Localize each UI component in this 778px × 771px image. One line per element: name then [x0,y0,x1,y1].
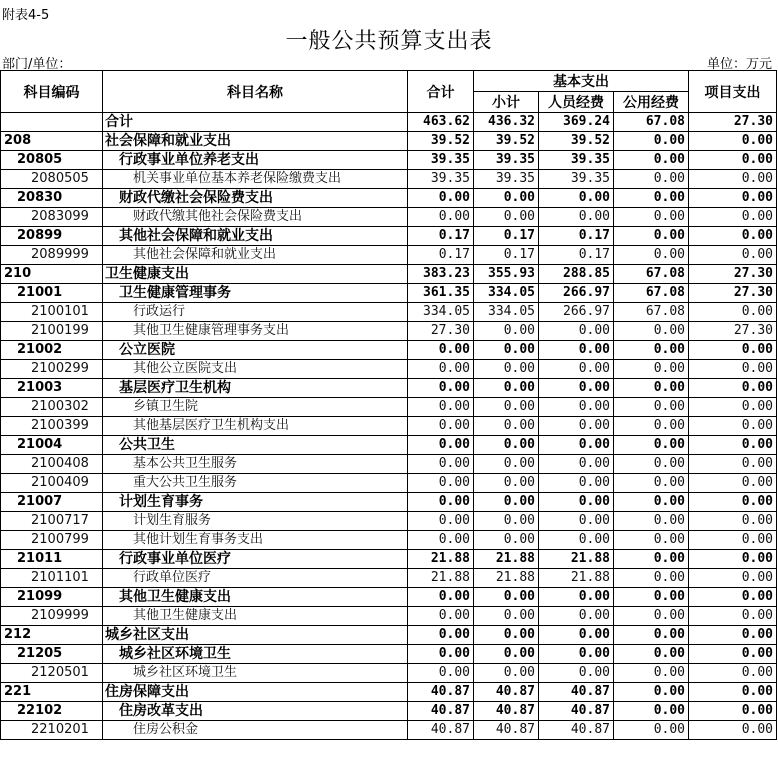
cell-personnel: 0.00 [539,626,614,645]
cell-project: 0.00 [689,132,777,151]
cell-subtotal: 0.00 [474,455,539,474]
cell-project: 0.00 [689,721,777,740]
cell-public: 0.00 [614,607,689,626]
cell-name: 社会保障和就业支出 [103,132,408,151]
cell-personnel: 0.00 [539,455,614,474]
cell-total: 0.00 [408,645,474,664]
cell-subtotal: 0.00 [474,588,539,607]
cell-name: 其他卫生健康支出 [103,607,408,626]
cell-code: 2120501 [1,664,103,683]
cell-code: 21001 [1,284,103,303]
table-body [1,113,777,740]
cell-project: 0.00 [689,683,777,702]
cell-name: 基本公共卫生服务 [103,455,408,474]
cell-total: 21.88 [408,550,474,569]
header-total: 合计 [408,71,474,113]
cell-name: 计划生育服务 [103,512,408,531]
table-row [1,303,777,322]
header-code: 科目编码 [1,71,103,113]
cell-project: 0.00 [689,512,777,531]
cell-subtotal: 39.35 [474,151,539,170]
cell-code: 20830 [1,189,103,208]
cell-public: 0.00 [614,360,689,379]
cell-total: 39.35 [408,170,474,189]
cell-name: 公立医院 [103,341,408,360]
cell-personnel: 0.00 [539,322,614,341]
cell-personnel: 39.52 [539,132,614,151]
cell-code: 2100101 [1,303,103,322]
cell-project: 0.00 [689,208,777,227]
cell-code [1,113,103,132]
table-row [1,398,777,417]
cell-name: 行政运行 [103,303,408,322]
cell-total: 0.00 [408,626,474,645]
cell-personnel: 0.17 [539,246,614,265]
cell-project: 27.30 [689,265,777,284]
cell-subtotal: 0.00 [474,322,539,341]
cell-public: 0.00 [614,189,689,208]
cell-total: 0.00 [408,398,474,417]
table-row [1,360,777,379]
table-row [1,436,777,455]
department-label: 部门/单位： [2,57,72,72]
cell-personnel: 0.00 [539,531,614,550]
cell-total: 0.00 [408,531,474,550]
cell-name: 住房改革支出 [103,702,408,721]
cell-code: 21002 [1,341,103,360]
cell-public: 0.00 [614,379,689,398]
table-row [1,379,777,398]
cell-total: 27.30 [408,322,474,341]
cell-public: 0.00 [614,170,689,189]
cell-total: 0.00 [408,588,474,607]
table-row [1,151,777,170]
cell-code: 2083099 [1,208,103,227]
cell-code: 2100199 [1,322,103,341]
cell-code: 212 [1,626,103,645]
cell-public: 67.08 [614,303,689,322]
cell-subtotal: 0.00 [474,189,539,208]
table-row [1,170,777,189]
cell-subtotal: 0.00 [474,398,539,417]
cell-code: 2100299 [1,360,103,379]
cell-code: 22102 [1,702,103,721]
cell-personnel: 0.00 [539,398,614,417]
cell-public: 0.00 [614,417,689,436]
cell-subtotal: 0.00 [474,379,539,398]
cell-subtotal: 0.00 [474,436,539,455]
table-row [1,417,777,436]
cell-personnel: 0.00 [539,417,614,436]
cell-project: 0.00 [689,455,777,474]
cell-name: 卫生健康支出 [103,265,408,284]
cell-subtotal: 334.05 [474,284,539,303]
cell-code: 2101101 [1,569,103,588]
table-row [1,569,777,588]
cell-project: 0.00 [689,436,777,455]
cell-subtotal: 0.00 [474,664,539,683]
cell-name: 合计 [103,113,408,132]
cell-public: 0.00 [614,645,689,664]
table-row [1,721,777,740]
cell-personnel: 0.00 [539,664,614,683]
cell-subtotal: 0.00 [474,607,539,626]
cell-public: 67.08 [614,265,689,284]
cell-total: 0.00 [408,436,474,455]
cell-code: 2100409 [1,474,103,493]
cell-project: 0.00 [689,493,777,512]
cell-public: 0.00 [614,569,689,588]
cell-project: 0.00 [689,626,777,645]
cell-name: 其他公立医院支出 [103,360,408,379]
cell-code: 21011 [1,550,103,569]
cell-code: 2100302 [1,398,103,417]
header-name: 科目名称 [103,71,408,113]
table-row [1,227,777,246]
cell-personnel: 21.88 [539,550,614,569]
cell-subtotal: 0.00 [474,493,539,512]
cell-name: 行政事业单位养老支出 [103,151,408,170]
attachment-label: 附表4-5 [2,8,50,23]
table-row [1,132,777,151]
cell-personnel: 0.00 [539,512,614,531]
cell-personnel: 0.00 [539,360,614,379]
cell-name: 基层医疗卫生机构 [103,379,408,398]
cell-project: 0.00 [689,607,777,626]
table-row [1,284,777,303]
table-row [1,341,777,360]
cell-total: 39.35 [408,151,474,170]
cell-public: 0.00 [614,721,689,740]
cell-subtotal: 0.00 [474,512,539,531]
cell-personnel: 21.88 [539,569,614,588]
cell-total: 39.52 [408,132,474,151]
cell-personnel: 0.00 [539,493,614,512]
cell-subtotal: 40.87 [474,702,539,721]
cell-personnel: 0.17 [539,227,614,246]
cell-project: 0.00 [689,151,777,170]
header-project: 项目支出 [689,71,777,113]
cell-personnel: 266.97 [539,284,614,303]
cell-total: 383.23 [408,265,474,284]
cell-code: 21003 [1,379,103,398]
cell-total: 0.00 [408,455,474,474]
cell-name: 其他计划生育事务支出 [103,531,408,550]
cell-public: 0.00 [614,664,689,683]
cell-project: 0.00 [689,550,777,569]
cell-code: 221 [1,683,103,702]
cell-name: 公共卫生 [103,436,408,455]
cell-subtotal: 40.87 [474,683,539,702]
cell-total: 0.00 [408,664,474,683]
cell-project: 27.30 [689,284,777,303]
cell-personnel: 0.00 [539,379,614,398]
table-row [1,208,777,227]
cell-code: 2210201 [1,721,103,740]
cell-project: 0.00 [689,531,777,550]
cell-project: 0.00 [689,379,777,398]
cell-project: 0.00 [689,588,777,607]
cell-name: 其他基层医疗卫生机构支出 [103,417,408,436]
cell-project: 0.00 [689,702,777,721]
cell-code: 21205 [1,645,103,664]
cell-project: 0.00 [689,341,777,360]
cell-project: 0.00 [689,664,777,683]
cell-name: 其他社会保障和就业支出 [103,246,408,265]
table-row [1,664,777,683]
cell-total: 0.00 [408,607,474,626]
cell-subtotal: 0.00 [474,360,539,379]
cell-code: 208 [1,132,103,151]
header-subtotal: 小计 [474,92,539,113]
cell-subtotal: 21.88 [474,569,539,588]
cell-total: 40.87 [408,702,474,721]
cell-name: 卫生健康管理事务 [103,284,408,303]
table-row [1,550,777,569]
cell-name: 住房保障支出 [103,683,408,702]
cell-personnel: 0.00 [539,645,614,664]
table-row [1,246,777,265]
table-row [1,531,777,550]
cell-project: 27.30 [689,113,777,132]
cell-personnel: 369.24 [539,113,614,132]
cell-public: 0.00 [614,493,689,512]
cell-subtotal: 355.93 [474,265,539,284]
cell-public: 0.00 [614,246,689,265]
cell-total: 0.00 [408,189,474,208]
cell-subtotal: 0.00 [474,208,539,227]
header-personnel: 人员经费 [539,92,614,113]
cell-project: 0.00 [689,227,777,246]
table-row [1,455,777,474]
table-row [1,322,777,341]
cell-total: 0.00 [408,474,474,493]
cell-subtotal: 436.32 [474,113,539,132]
cell-public: 0.00 [614,132,689,151]
cell-subtotal: 0.00 [474,474,539,493]
cell-name: 财政代缴社会保险费支出 [103,189,408,208]
cell-subtotal: 0.00 [474,645,539,664]
cell-total: 0.17 [408,227,474,246]
cell-code: 21099 [1,588,103,607]
cell-total: 0.00 [408,341,474,360]
cell-public: 0.00 [614,341,689,360]
cell-total: 0.00 [408,493,474,512]
cell-subtotal: 0.00 [474,417,539,436]
cell-subtotal: 0.17 [474,227,539,246]
cell-name: 其他社会保障和就业支出 [103,227,408,246]
cell-project: 0.00 [689,303,777,322]
cell-total: 0.17 [408,246,474,265]
cell-personnel: 39.35 [539,151,614,170]
cell-personnel: 0.00 [539,189,614,208]
cell-name: 城乡社区环境卫生 [103,664,408,683]
cell-personnel: 0.00 [539,341,614,360]
table-row [1,607,777,626]
header-basic: 基本支出 [474,71,689,92]
cell-code: 2100717 [1,512,103,531]
cell-public: 0.00 [614,512,689,531]
cell-personnel: 40.87 [539,721,614,740]
table-row [1,626,777,645]
cell-subtotal: 21.88 [474,550,539,569]
cell-code: 2109999 [1,607,103,626]
cell-personnel: 0.00 [539,588,614,607]
cell-total: 463.62 [408,113,474,132]
cell-public: 0.00 [614,474,689,493]
cell-total: 21.88 [408,569,474,588]
cell-personnel: 0.00 [539,474,614,493]
cell-project: 0.00 [689,246,777,265]
cell-subtotal: 39.35 [474,170,539,189]
cell-public: 0.00 [614,683,689,702]
cell-name: 财政代缴其他社会保险费支出 [103,208,408,227]
cell-total: 0.00 [408,379,474,398]
cell-code: 21007 [1,493,103,512]
cell-public: 0.00 [614,702,689,721]
cell-subtotal: 39.52 [474,132,539,151]
cell-project: 27.30 [689,322,777,341]
cell-subtotal: 0.00 [474,531,539,550]
cell-name: 重大公共卫生服务 [103,474,408,493]
cell-subtotal: 0.00 [474,341,539,360]
cell-code: 20899 [1,227,103,246]
cell-project: 0.00 [689,189,777,208]
cell-public: 67.08 [614,113,689,132]
cell-name: 计划生育事务 [103,493,408,512]
cell-name: 其他卫生健康管理事务支出 [103,322,408,341]
cell-project: 0.00 [689,170,777,189]
cell-total: 40.87 [408,721,474,740]
cell-project: 0.00 [689,398,777,417]
cell-name: 城乡社区支出 [103,626,408,645]
cell-personnel: 266.97 [539,303,614,322]
page-title: 一般公共预算支出表 [285,29,493,54]
table-row [1,588,777,607]
table-row [1,645,777,664]
cell-total: 361.35 [408,284,474,303]
cell-personnel: 0.00 [539,436,614,455]
cell-name: 行政事业单位医疗 [103,550,408,569]
cell-personnel: 40.87 [539,683,614,702]
cell-public: 67.08 [614,284,689,303]
cell-public: 0.00 [614,531,689,550]
cell-personnel: 0.00 [539,607,614,626]
header-public: 公用经费 [614,92,689,113]
unit-label: 单位：万元 [706,57,772,72]
table-row [1,113,777,132]
cell-subtotal: 334.05 [474,303,539,322]
cell-personnel: 39.35 [539,170,614,189]
cell-project: 0.00 [689,417,777,436]
cell-public: 0.00 [614,208,689,227]
cell-name: 住房公积金 [103,721,408,740]
cell-code: 2100399 [1,417,103,436]
cell-total: 0.00 [408,360,474,379]
cell-project: 0.00 [689,645,777,664]
budget-table [0,70,777,740]
cell-total: 0.00 [408,512,474,531]
cell-public: 0.00 [614,550,689,569]
table-row [1,683,777,702]
cell-total: 0.00 [408,208,474,227]
cell-total: 0.00 [408,417,474,436]
cell-total: 40.87 [408,683,474,702]
cell-subtotal: 40.87 [474,721,539,740]
cell-public: 0.00 [614,626,689,645]
cell-total: 334.05 [408,303,474,322]
cell-public: 0.00 [614,398,689,417]
cell-public: 0.00 [614,588,689,607]
cell-public: 0.00 [614,436,689,455]
cell-public: 0.00 [614,151,689,170]
table-row [1,189,777,208]
cell-personnel: 40.87 [539,702,614,721]
table-row [1,493,777,512]
cell-subtotal: 0.17 [474,246,539,265]
cell-project: 0.00 [689,474,777,493]
cell-public: 0.00 [614,227,689,246]
table-row [1,512,777,531]
cell-code: 2089999 [1,246,103,265]
cell-subtotal: 0.00 [474,626,539,645]
cell-personnel: 288.85 [539,265,614,284]
cell-public: 0.00 [614,322,689,341]
cell-name: 乡镇卫生院 [103,398,408,417]
cell-name: 城乡社区环境卫生 [103,645,408,664]
cell-code: 2100799 [1,531,103,550]
cell-code: 20805 [1,151,103,170]
cell-personnel: 0.00 [539,208,614,227]
cell-name: 机关事业单位基本养老保险缴费支出 [103,170,408,189]
table-row [1,265,777,284]
table-row [1,474,777,493]
cell-code: 2100408 [1,455,103,474]
cell-project: 0.00 [689,360,777,379]
cell-name: 其他卫生健康支出 [103,588,408,607]
cell-project: 0.00 [689,569,777,588]
cell-name: 行政单位医疗 [103,569,408,588]
cell-code: 2080505 [1,170,103,189]
cell-public: 0.00 [614,455,689,474]
table-row [1,702,777,721]
cell-code: 21004 [1,436,103,455]
cell-code: 210 [1,265,103,284]
